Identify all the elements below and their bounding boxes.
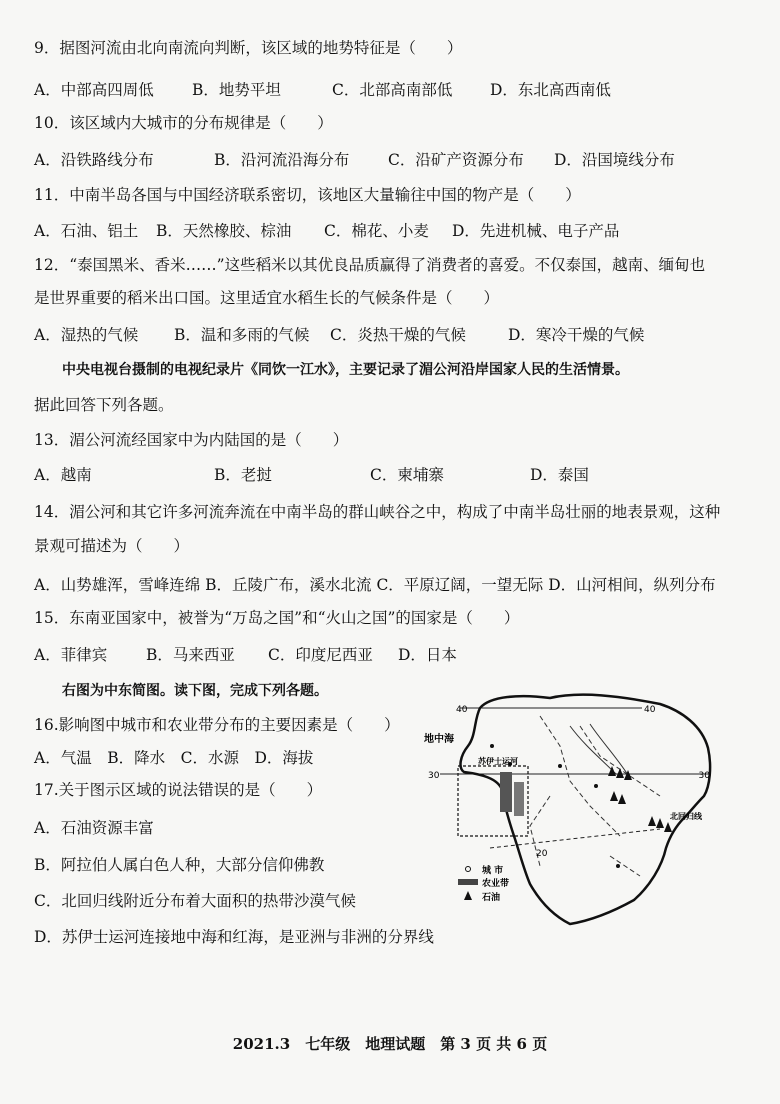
oil-field-icons — [610, 791, 626, 804]
option-c: C．柬埔寨 — [370, 466, 444, 484]
intro-mekong-line1: 中央电视台摄制的电视纪录片《同饮一江水》，主要记录了湄公河沿岸国家人民的生活情景。 — [62, 362, 629, 378]
oil-field-icons — [608, 766, 632, 780]
label-suez-canal: 苏伊士运河 — [478, 757, 518, 766]
city-marker — [558, 764, 562, 768]
question-17-option-c: C．北回归线附近分布着大面积的热带沙漠气候 — [34, 892, 356, 910]
question-16-options: A．气温 B．降水 C．水源 D．海拔 — [34, 749, 314, 767]
option-d: D．寒冷干燥的气候 — [508, 326, 645, 344]
question-10-stem: 10．该区域内大城市的分布规律是（ ） — [34, 114, 333, 132]
option-b: B．地势平坦 — [192, 81, 281, 99]
option-c: C．炎热干燥的气候 — [330, 326, 466, 344]
legend-city-symbol — [466, 867, 471, 872]
legend-oil-symbol — [464, 891, 472, 900]
question-14-options: A．山势雄浑，雪峰连绵 B．丘陵广布，溪水北流 C．平原辽阔，一望无际 D．山河相间，纵列分布 — [34, 576, 716, 594]
label-lat-30-right: 30 — [698, 771, 710, 781]
option-b: B．温和多雨的气候 — [174, 326, 310, 344]
city-marker — [594, 784, 598, 788]
option-d: D．泰国 — [530, 466, 589, 484]
option-d: D．日本 — [398, 646, 457, 664]
option-b: B．天然橡胶、棕油 — [156, 222, 292, 240]
option-a: A．中部高四周低 — [34, 81, 154, 99]
region-coastline — [461, 695, 711, 924]
question-15-stem: 15．东南亚国家中，被誉为“万岛之国”和“火山之国”的国家是（ ） — [34, 609, 520, 627]
question-16-stem: 16.影响图中城市和农业带分布的主要因素是（ ） — [34, 716, 400, 734]
city-marker — [616, 864, 620, 868]
option-b: B．沿河流沿海分布 — [214, 151, 350, 169]
question-13-stem: 13．湄公河流经国家中为内陆国的是（ ） — [34, 431, 349, 449]
legend-farm-label: 农业带 — [482, 879, 510, 889]
question-17-stem: 17.关于图示区域的说法错误的是（ ） — [34, 781, 323, 799]
option-d: D．东北高西南低 — [490, 81, 611, 99]
page-footer: 2021.3 七年级 地理试题 第 3 页 共 6 页 — [232, 1035, 548, 1053]
sinai-farm-belt — [514, 782, 524, 816]
option-b: B．马来西亚 — [146, 646, 235, 664]
city-marker — [490, 744, 494, 748]
option-d: D．先进机械、电子产品 — [452, 222, 620, 240]
intro-mekong-line2: 据此回答下列各题。 — [34, 396, 174, 414]
label-lat-30-left: 30 — [428, 771, 440, 781]
label-lat-40-left: 40 — [456, 705, 468, 715]
question-11-stem: 11．中南半岛各国与中国经济联系密切，该地区大量输往中国的物产是（ ） — [34, 186, 581, 204]
legend-oil-label: 石油 — [482, 893, 501, 903]
option-c: C．北部高南部低 — [332, 81, 453, 99]
label-mediterranean: 地中海 — [424, 734, 454, 745]
nile-farm-belt — [500, 772, 512, 812]
option-a: A．沿铁路线分布 — [34, 151, 154, 169]
country-borders — [530, 716, 660, 876]
label-lat-20: 20 — [536, 849, 548, 859]
option-c: C．棉花、小麦 — [324, 222, 429, 240]
option-c: C．印度尼西亚 — [268, 646, 373, 664]
option-c: C．沿矿产资源分布 — [388, 151, 524, 169]
label-tropic: 北回归线 — [670, 812, 702, 821]
option-a: A．越南 — [34, 466, 92, 484]
legend-city-label: 城 市 — [482, 866, 504, 876]
intro-middle-east: 右图为中东简图。读下图，完成下列各题。 — [62, 683, 328, 699]
question-14-stem-line1: 14．湄公河和其它许多河流奔流在中南半岛的群山峡谷之中，构成了中南半岛壮丽的地表景观，这种 — [34, 503, 721, 521]
option-a: A．湿热的气候 — [34, 326, 139, 344]
label-lat-40-right: 40 — [644, 705, 656, 715]
option-a: A．石油、铝土 — [34, 222, 139, 240]
question-12-stem-line2: 是世界重要的稻米出口国。这里适宜水稻生长的气候条件是（ ） — [34, 289, 500, 307]
legend-farm-symbol — [458, 879, 478, 885]
question-17-option-a: A．石油资源丰富 — [34, 819, 154, 837]
tigris-euphrates-rivers — [570, 724, 630, 778]
option-d: D．沿国境线分布 — [554, 151, 675, 169]
question-17-option-b: B．阿拉伯人属白色人种，大部分信仰佛教 — [34, 856, 325, 874]
question-17-option-d: D．苏伊士运河连接地中海和红海，是亚洲与非洲的分界线 — [34, 928, 434, 946]
option-b: B．老挝 — [214, 466, 272, 484]
question-9-stem: 9．据图河流由北向南流向判断，该区域的地势特征是（ ） — [34, 39, 463, 57]
middle-east-map — [420, 686, 720, 944]
question-14-stem-line2: 景观可描述为（ ） — [34, 537, 190, 555]
option-a: A．菲律宾 — [34, 646, 108, 664]
question-12-stem-line1: 12．“泰国黑米、香米……”这些稻米以其优良品质赢得了消费者的喜爱。不仅泰国，越南、缅甸也 — [34, 256, 706, 274]
